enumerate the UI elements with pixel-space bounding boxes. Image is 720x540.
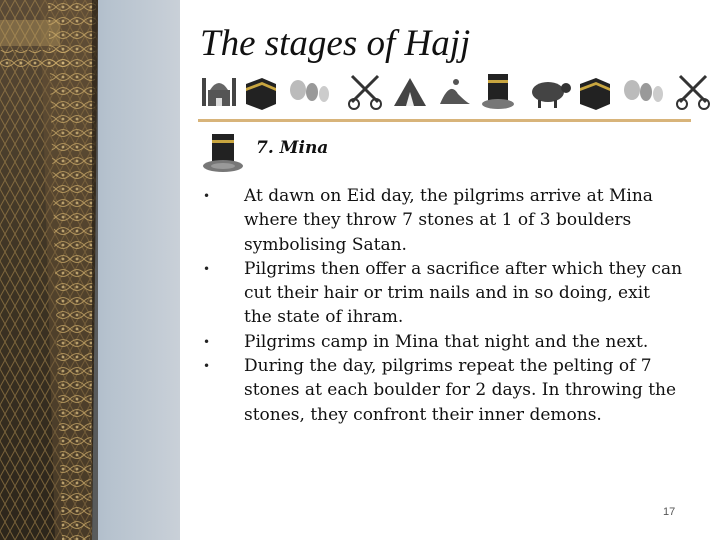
scissors-icon	[677, 76, 709, 109]
hajj-icon-strip	[198, 68, 718, 112]
title-divider	[198, 119, 691, 122]
bullet-list	[203, 184, 683, 427]
list-item: • Pilgrims camp in Mina that night and the next.	[203, 331, 649, 352]
list-item: • At dawn on Eid day, the pilgrims arrive at Mina where they throw 7 stones at 1 of 3 boulders symbolising Satan.	[203, 186, 653, 255]
kaaba-icon	[246, 78, 276, 110]
scissors-icon	[349, 76, 381, 109]
pilgrims-icon	[290, 80, 329, 102]
tent-icon	[394, 78, 426, 106]
list-item: • Pilgrims then offer a sacrifice after which they can cut their hair or trim nails and in so doing, exit the state of ihram.	[203, 258, 683, 328]
slide-title: The stages of Hajj	[200, 23, 471, 64]
list-item: • During the day, pilgrims repeat the pelting of 7 stones at each boulder for 2 days. In throwing the stones, they confront their inner demons.	[203, 356, 677, 425]
stones-icon	[440, 79, 470, 104]
page-number: 17	[663, 506, 676, 518]
pilgrims-icon	[624, 80, 663, 102]
mosque-icon	[202, 78, 236, 106]
sheep-icon	[532, 82, 571, 108]
stage-subtitle: 7. Mina	[256, 138, 329, 158]
kaaba-mina-icon	[200, 130, 246, 174]
kaaba-icon	[580, 78, 610, 110]
kaaba-mina-icon	[482, 74, 514, 109]
pillar-photo	[0, 0, 180, 540]
